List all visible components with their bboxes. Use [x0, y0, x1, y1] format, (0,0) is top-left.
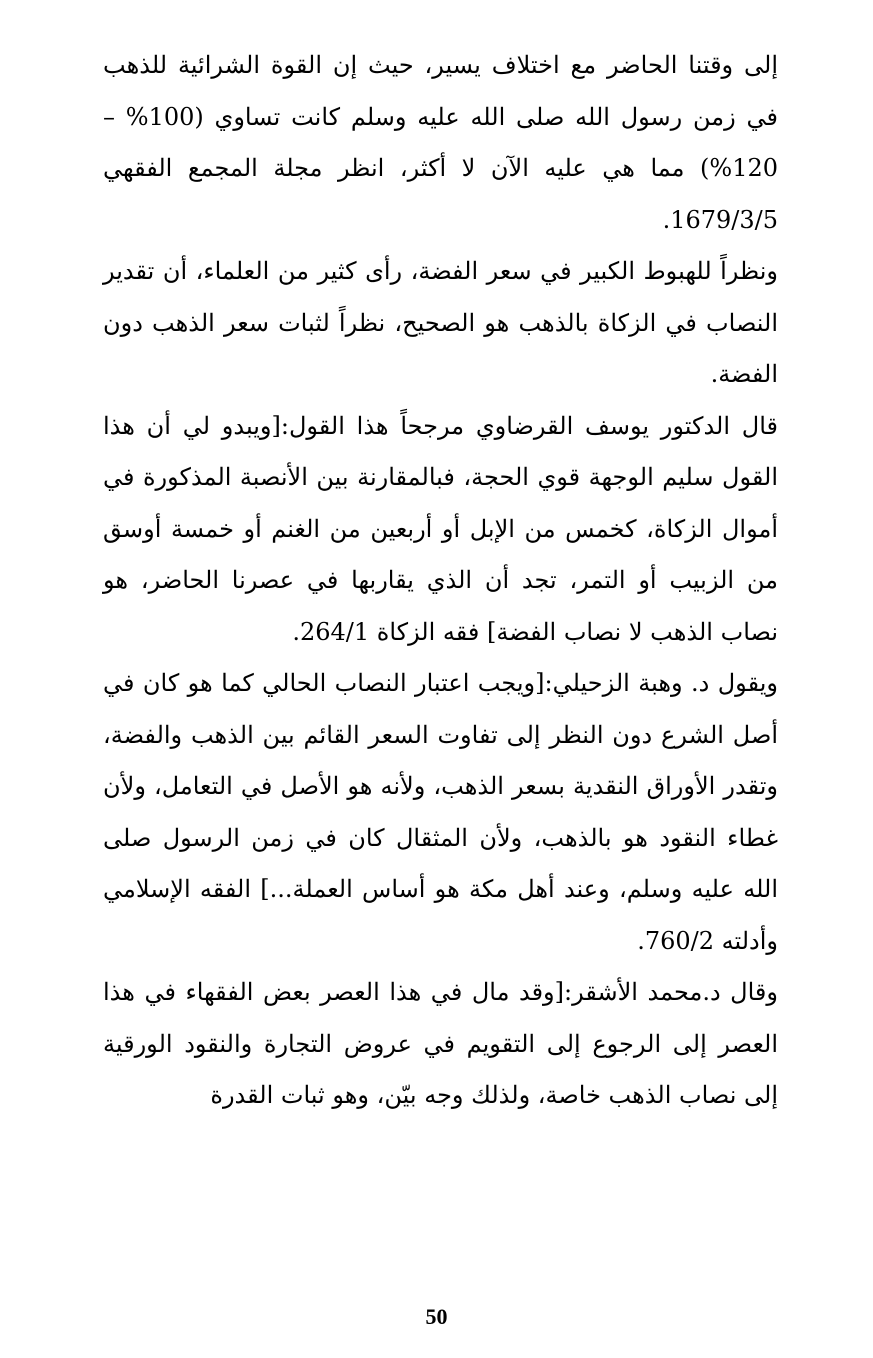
paragraph-3: قال الدكتور يوسف القرضاوي مرجحاً هذا القول:[ويبدو لي أن هذا القول سليم الوجهة قوي الحجة، فبالمقارنة بين الأنصبة المذكورة في أموال الزكاة، كخمس من الإبل أو أربعين من الغنم أو خمسة أوسق من الزبيب أو التمر، تجد أن الذي يقاربها في عصرنا الحاضر، هو نصاب الذهب لا نصاب الفضة] فقه الزكاة 264/1.	[103, 411, 779, 646]
page-number: 50	[425, 1304, 448, 1329]
paragraph-2: ونظراً للهبوط الكبير في سعر الفضة، رأى كثير من العلماء، أن تقدير النصاب في الزكاة بالذهب هو الصحيح، نظراً لثبات سعر الذهب دون الفضة.	[103, 257, 778, 388]
body-text	[103, 40, 778, 1122]
paragraph-5: وقال د.محمد الأشقر:[وقد مال في هذا العصر بعض الفقهاء في هذا العصر إلى الرجوع إلى التقويم في عروض التجارة والنقود الورقية إلى نصاب الذهب خاصة، ولذلك وجه بيّن، وهو ثبات القدرة	[103, 978, 778, 1109]
paragraph-4: ويقول د. وهبة الزحيلي:[ويجب اعتبار النصاب الحالي كما هو كان في أصل الشرع دون النظر إلى تفاوت السعر القائم بين الذهب والفضة، وتقدر الأوراق النقدية بسعر الذهب، ولأنه هو الأصل في التعامل، ولأن غطاء النقود هو بالذهب، ولأن المثقال كان في زمن الرسول صلى الله عليه وسلم، وعند أهل مكة هو أساس العملة...] الفقه الإسلامي وأدلته 760/2.	[103, 669, 779, 955]
paragraph-1: إلى وقتنا الحاضر مع اختلاف يسير، حيث إن القوة الشرائية للذهب في زمن رسول الله صلى الله عليه وسلم كانت تساوي (100% – 120%) مما هي عليه الآن لا أكثر، انظر مجلة المجمع الفقهي 1679/3/5.	[103, 51, 779, 234]
